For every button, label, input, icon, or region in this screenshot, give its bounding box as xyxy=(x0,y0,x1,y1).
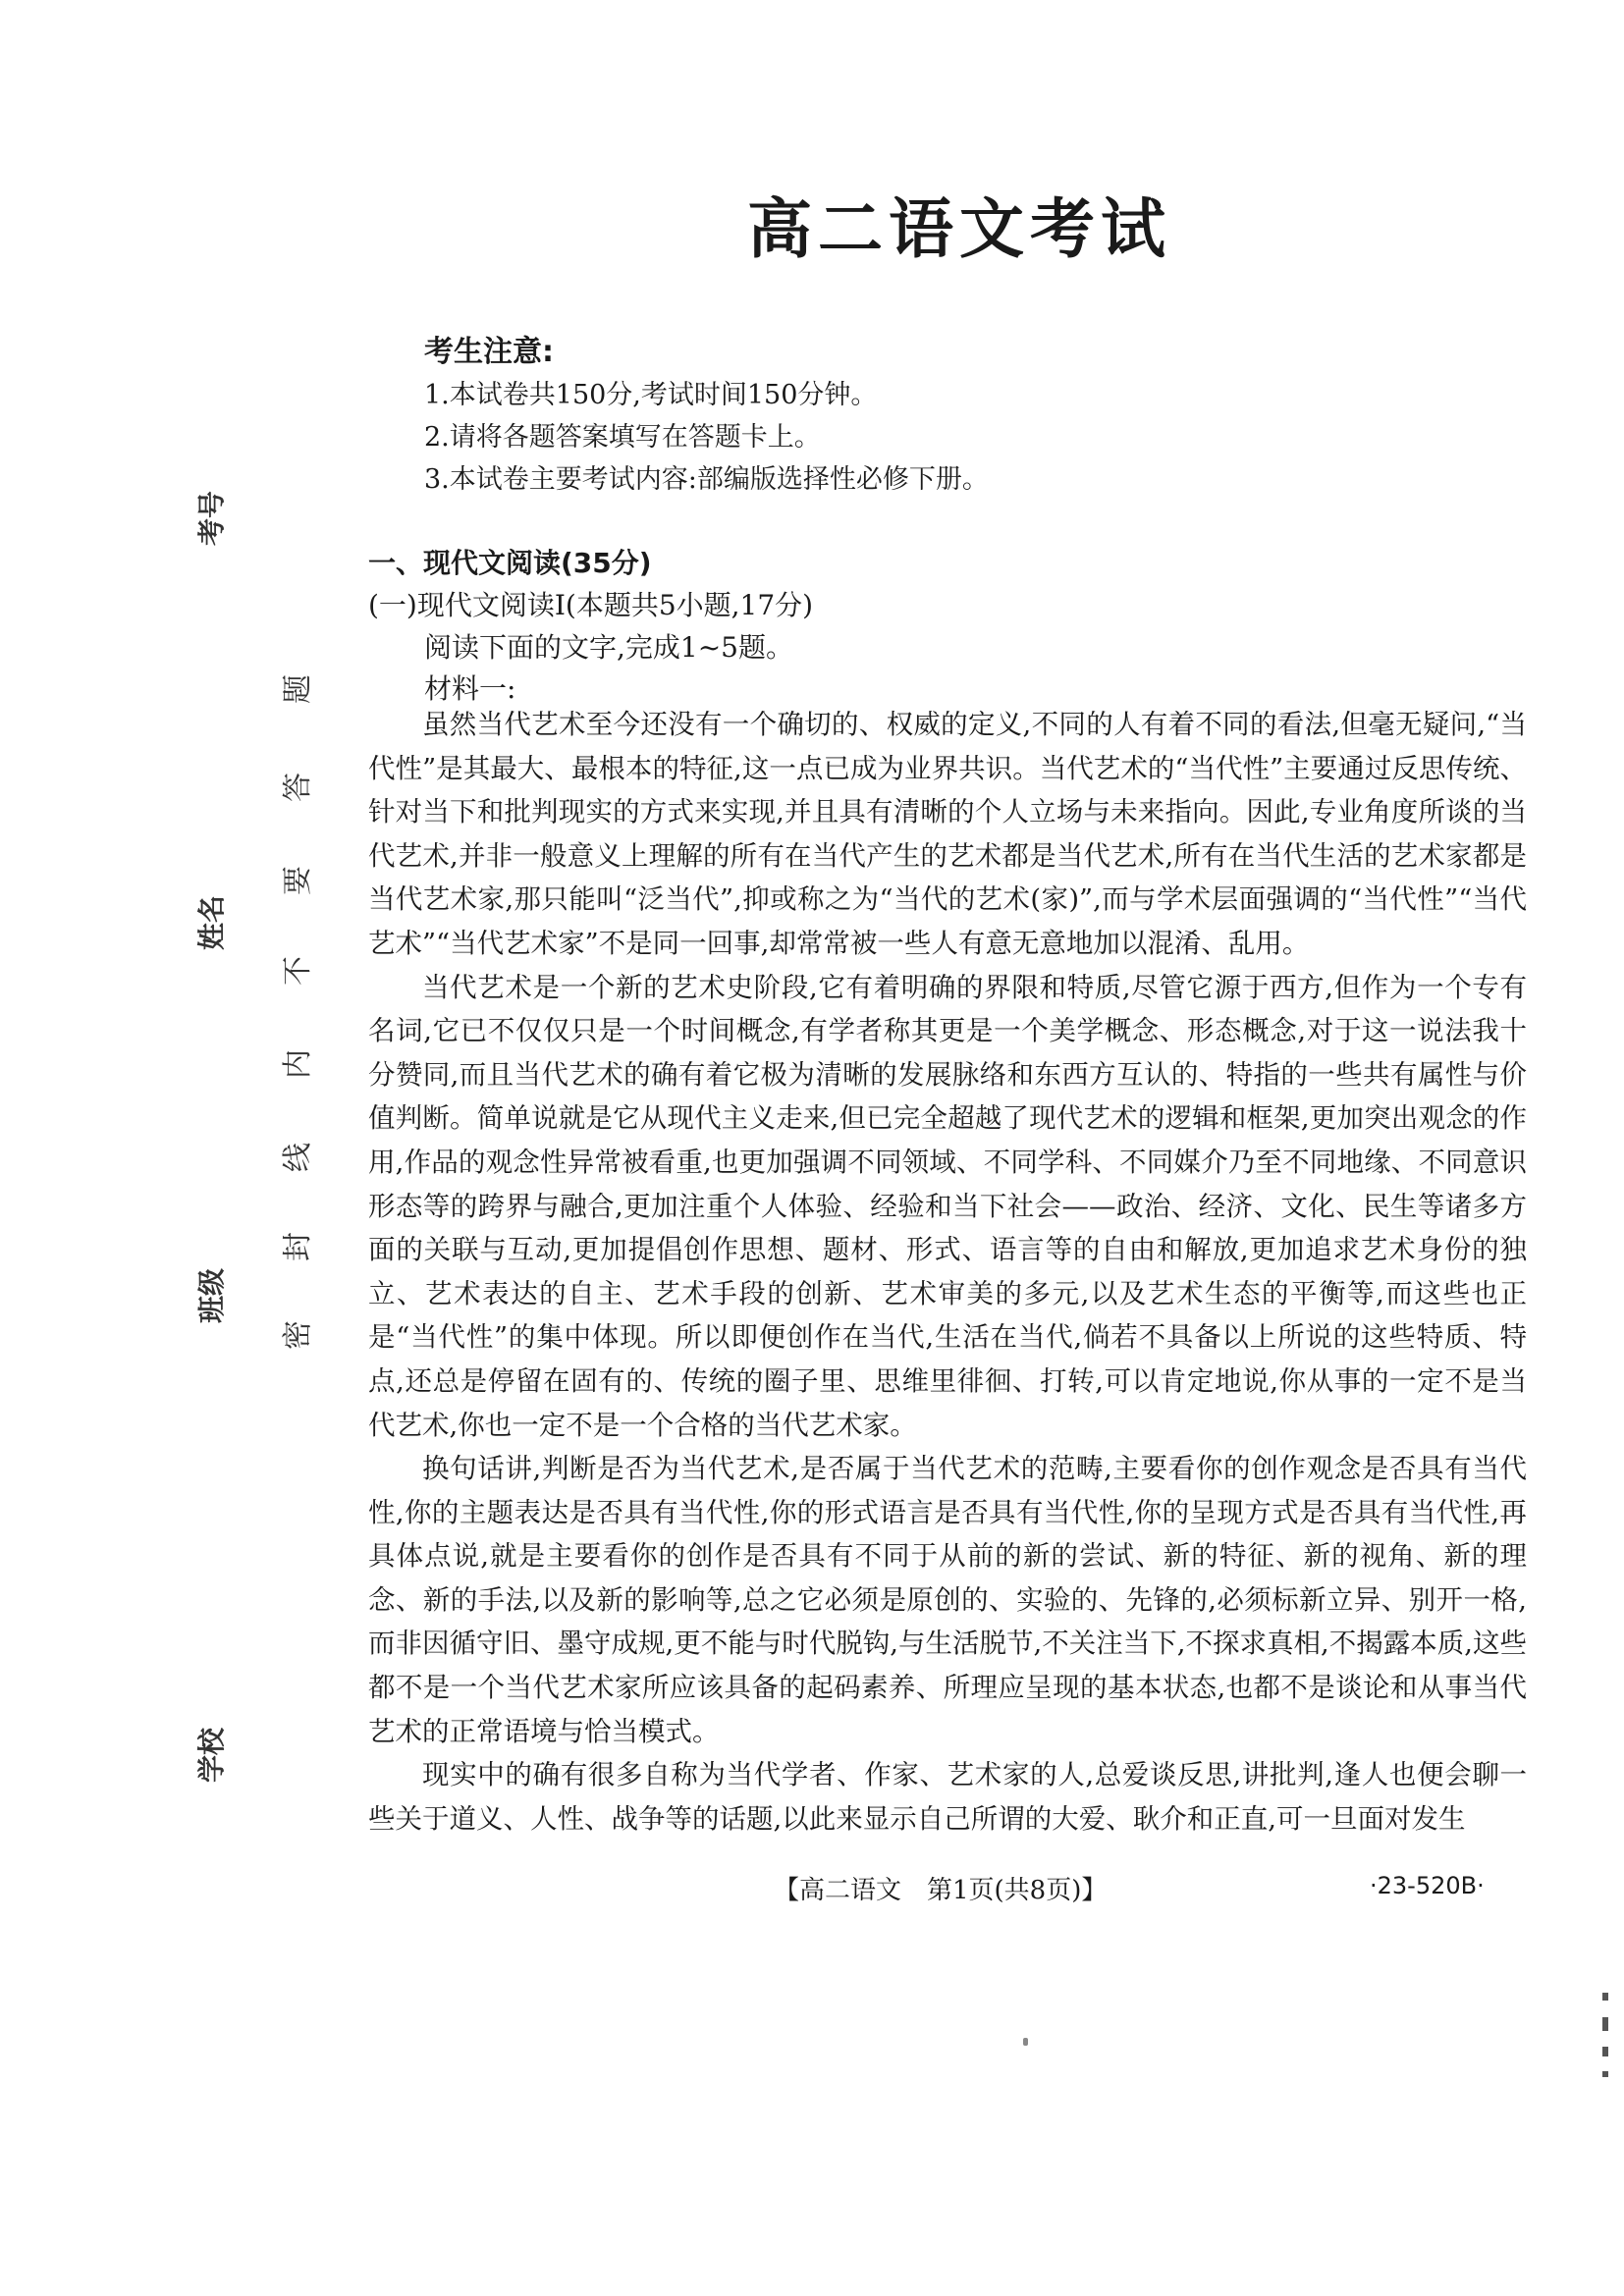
notice-heading: 考生注意: xyxy=(424,335,554,369)
margin-label-school: 学校 xyxy=(195,1727,229,1784)
seal-char: 密 xyxy=(281,1320,315,1350)
reading-passage xyxy=(368,703,1527,1841)
notice-item-1: 1.本试卷共150分,考试时间150分钟。 xyxy=(424,380,878,410)
margin-label-name: 姓名 xyxy=(195,894,229,951)
seal-char: 线 xyxy=(281,1143,315,1172)
reading-instruction: 阅读下面的文字,完成1~5题。 xyxy=(424,631,793,664)
seal-char: 题 xyxy=(281,674,315,704)
subsection-heading: (一)现代文阅读Ⅰ(本题共5小题,17分) xyxy=(368,589,814,621)
passage-paragraph-1: 虽然当代艺术至今还没有一个确切的、权威的定义,不同的人有着不同的看法,但毫无疑问,“当代性”是其最大、最根本的特征,这一点已成为业界共识。当代艺术的“当代性”主要通过反思传统、针对当下和批判现实的方式来实现,并且具有清晰的个人立场与未来指向。因此,专业角度所谈的当代艺术,并非一般意义上理解的所有在当代产生的艺术都是当代艺术,所有在当代生活的艺术家都是当代艺术家,那只能叫“泛当代”,抑或称之为“当代的艺术(家)”,而与学术层面强调的“当代性”“当代艺术”“当代艺术家”不是同一回事,却常常被一些人有意无意地加以混淆、乱用。 xyxy=(368,709,1527,959)
passage-paragraph-3: 换句话讲,判断是否为当代艺术,是否属于当代艺术的范畴,主要看你的创作观念是否具有当代性,你的主题表达是否具有当代性,你的形式语言是否具有当代性,你的呈现方式是否具有当代性,再具体点说,就是主要看你的创作是否具有不同于从前的新的尝试、新的特征、新的视角、新的理念、新的手法,以及新的影响等,总之它必须是原创的、实验的、先锋的,必须标新立异、别开一格,而非因循守旧、墨守成规,更不能与时代脱钩,与生活脱节,不关注当下,不探求真相,不揭露本质,这些都不是一个当代艺术家所应该具备的起码素养、所理应呈现的基本状态,也都不是谈论和从事当代艺术的正常语境与恰当模式。 xyxy=(368,1453,1527,1747)
material-label: 材料一: xyxy=(424,672,516,705)
scan-artifact xyxy=(1023,2038,1028,2046)
margin-label-class: 班级 xyxy=(195,1267,229,1324)
scan-artifact xyxy=(1602,2071,1608,2077)
passage-paragraph-2: 当代艺术是一个新的艺术史阶段,它有着明确的界限和特质,尽管它源于西方,但作为一个专有名词,它已不仅仅只是一个时间概念,有学者称其更是一个美学概念、形态概念,对于这一说法我十分赞同,而且当代艺术的确有着它极为清晰的发展脉络和东西方互认的、特指的一些共有属性与价值判断。简单说就是它从现代主义走来,但已完全超越了现代艺术的逻辑和框架,更加突出观念的作用,作品的观念性异常被看重,也更加强调不同领域、不同学科、不同媒介乃至不同地缘、不同意识形态等的跨界与融合,更加注重个人体验、经验和当下社会——政治、经济、文化、民生等诸多方面的关联与互动,更加提倡创作思想、题材、形式、语言等的自由和解放,更加追求艺术身份的独立、艺术表达的自主、艺术手段的创新、艺术审美的多元,以及艺术生态的平衡等,而这些也正是“当代性”的集中体现。所以即便创作在当代,生活在当代,倘若不具备以上所说的这些特质、特点,还总是停留在固有的、传统的圈子里、思维里徘徊、打转,可以肯定地说,你从事的一定不是当代艺术,你也一定不是一个合格的当代艺术家。 xyxy=(368,971,1527,1441)
notice-item-3: 3.本试卷主要考试内容:部编版选择性必修下册。 xyxy=(424,464,989,495)
seal-char: 不 xyxy=(281,956,315,986)
seal-char: 要 xyxy=(281,866,315,895)
page-footer-label: 【高二语文 第1页(共8页)】 xyxy=(774,1876,1108,1905)
scan-artifact xyxy=(1602,2017,1608,2031)
scan-artifact xyxy=(1602,2047,1608,2056)
seal-char: 答 xyxy=(281,773,315,802)
seal-char: 内 xyxy=(281,1049,315,1079)
notice-item-2: 2.请将各题答案填写在答题卡上。 xyxy=(424,422,821,453)
seal-char: 封 xyxy=(281,1232,315,1261)
margin-label-exam-number: 考号 xyxy=(195,490,229,547)
exam-title: 高二语文考试 xyxy=(747,191,1171,267)
exam-code: ·23-520B· xyxy=(1370,1872,1485,1899)
scan-artifact xyxy=(1602,1993,1608,2001)
passage-paragraph-4: 现实中的确有很多自称为当代学者、作家、艺术家的人,总爱谈反思,讲批判,逢人也便会聊一些关于道义、人性、战争等的话题,以此来显示自己所谓的大爱、耿介和正直,可一旦面对发生 xyxy=(368,1759,1527,1835)
section-heading: 一、现代文阅读(35分) xyxy=(368,547,652,579)
